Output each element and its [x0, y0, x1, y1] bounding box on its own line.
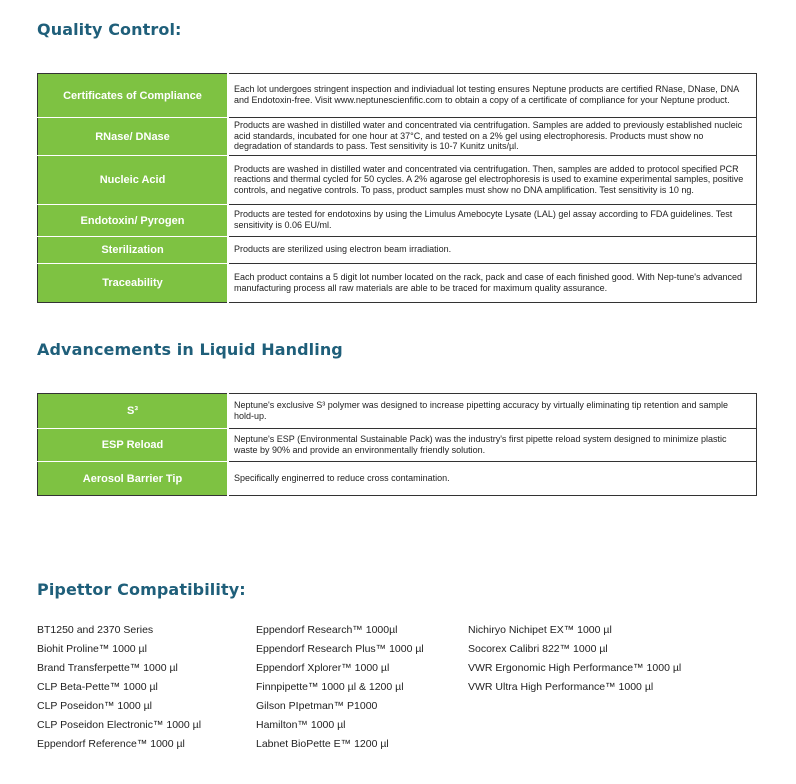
row-description: Products are sterilized using electron beam irradiation.: [228, 237, 757, 264]
list-item: CLP Beta-Pette™ 1000 µl: [37, 681, 158, 693]
quality-control-heading: Quality Control:: [37, 20, 182, 39]
pipettor-compatibility-heading: Pipettor Compatibility:: [37, 580, 246, 599]
row-description: Neptune's ESP (Environmental Sustainable Pack) was the industry's first pipette reload system designed to minimize plastic waste by 90% and provide an environmentally friendly solution.: [228, 429, 757, 462]
list-item: Hamilton™ 1000 µl: [256, 719, 346, 731]
row-label: Certificates of Compliance: [38, 74, 229, 118]
list-item: CLP Poseidon Electronic™ 1000 µl: [37, 719, 202, 731]
list-item: Labnet BioPette E™ 1200 µl: [256, 738, 389, 750]
row-label: Aerosol Barrier Tip: [38, 462, 229, 496]
table-row: [38, 462, 757, 496]
row-label: Endotoxin/ Pyrogen: [38, 205, 229, 237]
row-label: Sterilization: [38, 237, 229, 264]
row-label: S³: [38, 394, 229, 429]
table-row: [38, 118, 757, 156]
list-item: Biohit Proline™ 1000 µl: [37, 643, 147, 655]
list-item: BT1250 and 2370 Series: [37, 624, 154, 636]
list-item: Gilson PIpetman™ P1000: [256, 700, 378, 712]
pipettor-list-column-1: [37, 621, 201, 754]
table-row: [38, 205, 757, 237]
table-row: [38, 429, 757, 462]
list-item: Finnpipette™ 1000 µl & 1200 µl: [256, 681, 404, 693]
list-item: CLP Poseidon™ 1000 µl: [37, 700, 153, 712]
row-label: RNase/ DNase: [38, 118, 229, 156]
list-item: Eppendorf Research™ 1000µl: [256, 624, 398, 636]
list-item: Eppendorf Reference™ 1000 µl: [37, 738, 185, 750]
list-item: Eppendorf Xplorer™ 1000 µl: [256, 662, 390, 674]
table-row: [38, 394, 757, 429]
list-item: Brand Transferpette™ 1000 µl: [37, 662, 178, 674]
row-label: Nucleic Acid: [38, 156, 229, 205]
row-label: Traceability: [38, 264, 229, 303]
list-item: Nichiryo Nichipet EX™ 1000 µl: [468, 624, 612, 636]
list-item: VWR Ultra High Performance™ 1000 µl: [468, 681, 654, 693]
row-description: Products are tested for endotoxins by using the Limulus Amebocyte Lysate (LAL) gel assay according to FDA guidelines. Test sensitivity is 0.06 EU/ml.: [228, 205, 757, 237]
row-description: Each lot undergoes stringent inspection and indiviadual lot testing ensures Neptune products are certified RNase, DNase, DNA and Endotoxin-free. Visit www.neptunescienfific.com to obtain a copy of a certificate of compliance for your Neptune product.: [228, 74, 757, 118]
pipettor-list-column-2: [256, 621, 424, 754]
table-row: [38, 156, 757, 205]
list-item: VWR Ergonomic High Performance™ 1000 µl: [468, 662, 682, 674]
row-description: Each product contains a 5 digit lot number located on the rack, pack and case of each finished good. With Nep-tune's advanced manufacturing process all raw materials are able to be traced for maximum quality assurance.: [228, 264, 757, 303]
row-description: Neptune's exclusive S³ polymer was designed to increase pipetting accuracy by virtually eliminating tip retention and sample hold-up.: [228, 394, 757, 429]
row-label: ESP Reload: [38, 429, 229, 462]
row-description: Specifically enginerred to reduce cross contamination.: [228, 462, 757, 496]
pipettor-list-column-3: [468, 621, 681, 697]
row-description: Products are washed in distilled water and concentrated via centrifugation. Then, samples are added to protocol specified PCR reactions and thermal cycled for 50 cycles. A 2% agarose gel electrophoresis is used to examine experimental samples, positive controls, and negative controls. To pass, product samples must show no DNA amplification. Test sensitivity is 10 ng.: [228, 156, 757, 205]
row-description: Products are washed in distilled water and concentrated via centrifugation. Samples are added to previously established nucleic acid standards, incubated for one hour at 37°C, and tested on a 2% gel using electrophoresis. Products must show no degradation of standards to pass. Test sensitivity is 10-7 Kunitz units/µl.: [228, 118, 757, 156]
list-item: Eppendorf Research Plus™ 1000 µl: [256, 643, 424, 655]
liquid-handling-table: [37, 393, 757, 496]
table-row: [38, 74, 757, 118]
list-item: Socorex Calibri 822™ 1000 µl: [468, 643, 608, 655]
table-row: [38, 264, 757, 303]
quality-control-table: [37, 73, 757, 303]
liquid-handling-heading: Advancements in Liquid Handling: [37, 340, 343, 359]
table-row: [38, 237, 757, 264]
